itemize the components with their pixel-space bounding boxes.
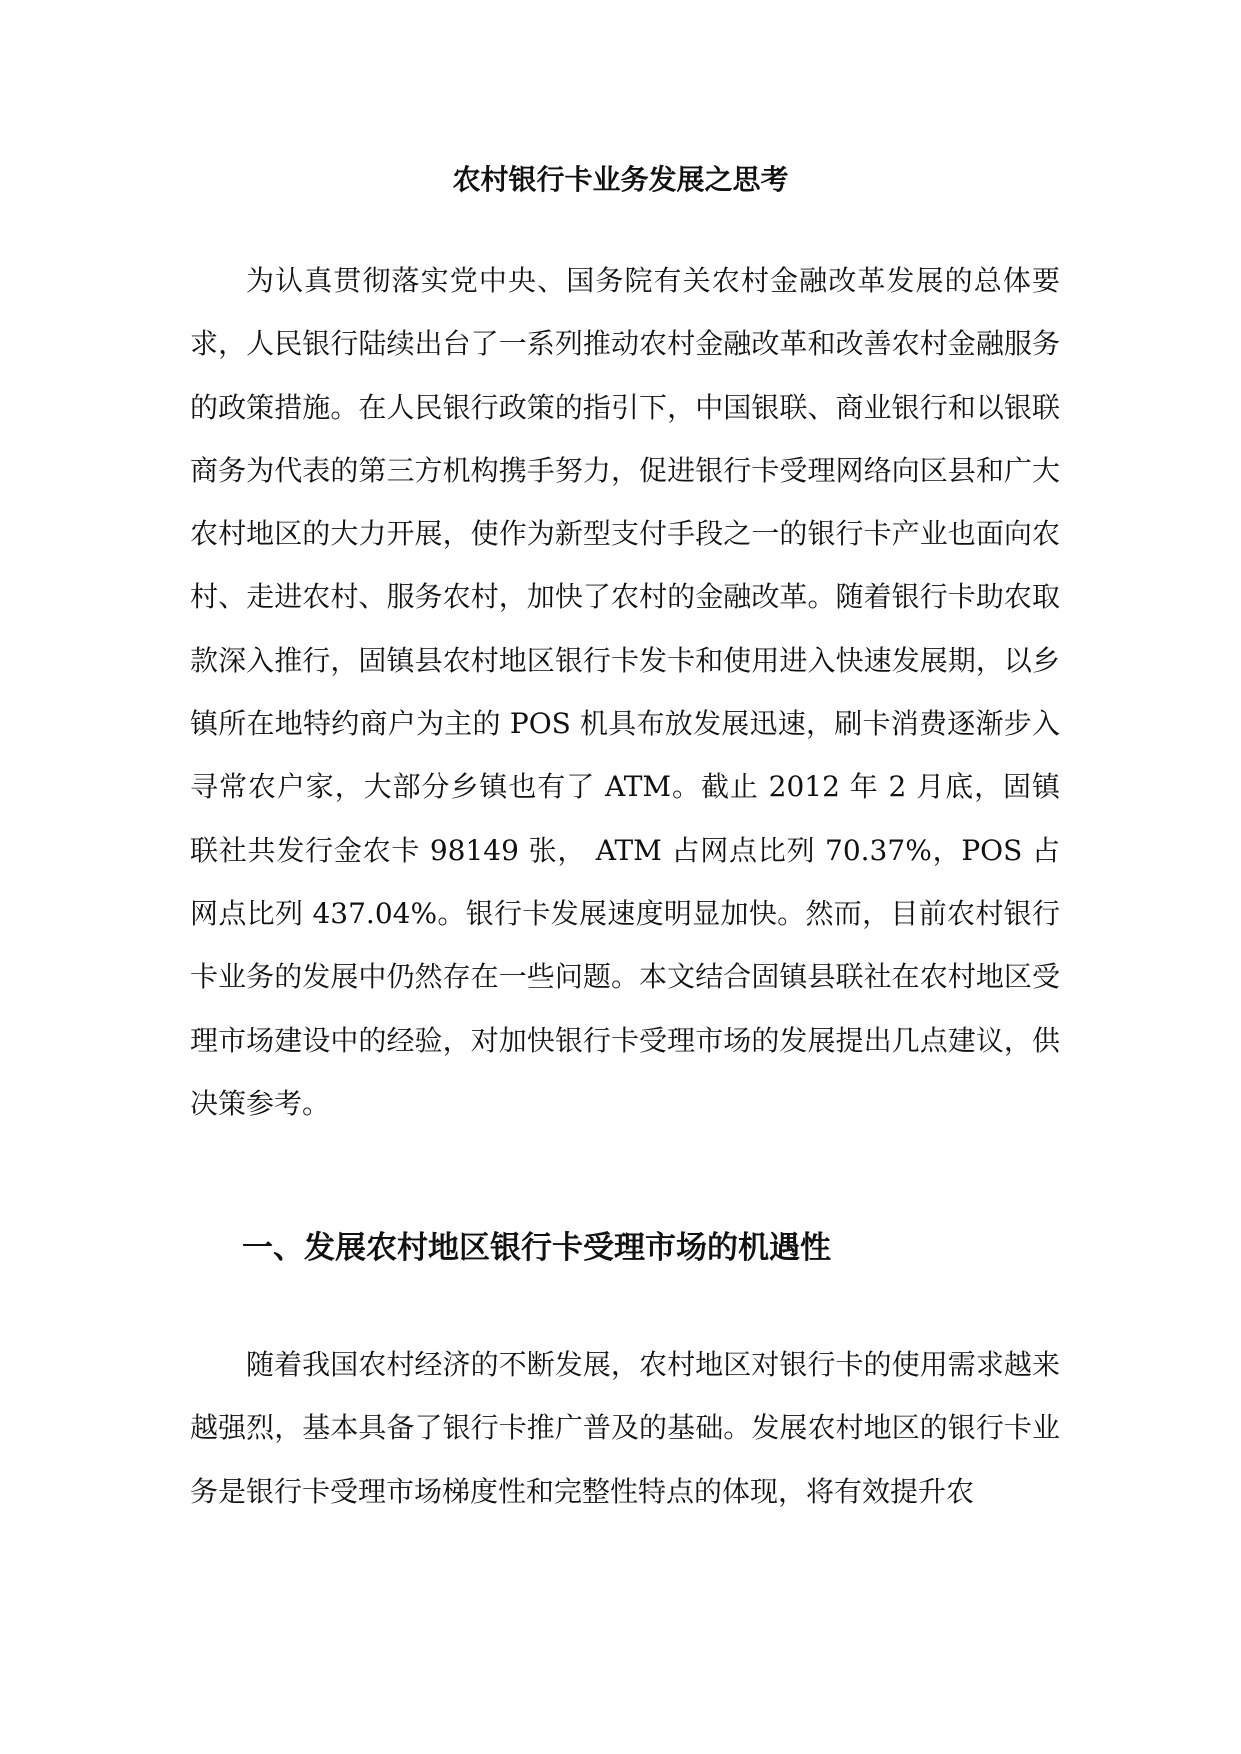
section-heading: 一、发展农村地区银行卡受理市场的机遇性 bbox=[242, 1230, 831, 1266]
section-paragraph: 随着我国农村经济的不断发展，农村地区对银行卡的使用需求越来越强烈，基本具备了银行卡推广普及的基础。发展农村地区的银行卡业务是银行卡受理市场梯度性和完整性特点的体现，将有效提升农 bbox=[190, 1348, 1060, 1508]
intro-paragraph: 为认真贯彻落实党中央、国务院有关农村金融改革发展的总体要求，人民银行陆续出台了一系列推动农村金融改革和改善农村金融服务的政策措施。在人民银行政策的指引下，中国银联、商业银行和以银联商务为代表的第三方机构携手努力，促进银行卡受理网络向区县和广大农村地区的大力开展，使作为新型支付手段之一的银行卡产业也面向农村、走进农村、服务农村，加快了农村的金融改革。随着银行卡助农取款深入推行，固镇县农村地区银行卡发卡和使用进入快速发展期，以乡镇所在地特约商户为主的 POS 机具布放发展迅速，刷卡消费逐渐步入寻常农户家，大部分乡镇也有了 ATM。截止 2012 年 2 月底，固镇联社共发行金农卡 98149 张， ATM 占网点比列 70.37%，POS 占网点比列 437.04%。银行卡发展速度明显加快。然而，目前农村银行卡业务的发展中仍然存在一些问题。本文结合固镇县联社在农村地区受理市场建设中的经验，对加快银行卡受理市场的发展提出几点建议，供决策参考。 bbox=[190, 264, 1060, 1120]
document-title: 农村银行卡业务发展之思考 bbox=[452, 163, 789, 196]
